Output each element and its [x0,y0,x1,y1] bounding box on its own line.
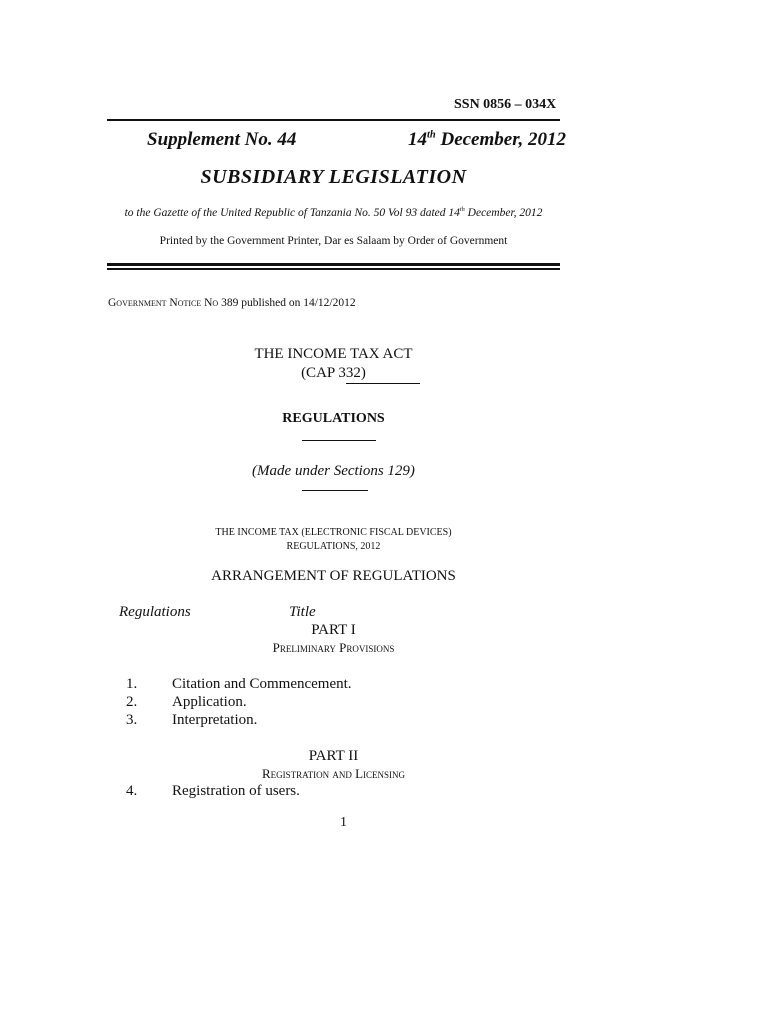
supplement-date: 14th December, 2012 [408,129,567,150]
separator-line [302,440,376,441]
government-notice: Government Notice No 389 published on 14/12/2012 [108,297,356,309]
header-rule [107,119,560,121]
part-subheading: Registration and Licensing [261,766,406,781]
regulations-heading: REGULATIONS [282,411,385,426]
regulations-full-name [107,526,560,554]
full-name-line-2: REGULATIONS, 2012 [286,541,381,552]
header-divider-thin [107,268,560,270]
act-cap: (CAP 332) [301,365,366,381]
regulation-number: 1. [126,676,138,692]
separator-line [346,383,420,384]
column-heading-title: Title [289,604,316,620]
issn-number: SSN 0856 – 034X [454,97,557,112]
printer-statement: Printed by the Government Printer, Dar es Salaam by Order of Government [159,235,508,247]
act-heading [107,345,560,383]
regulation-title: Interpretation. [172,712,258,728]
regulation-number: 3. [126,712,138,728]
supplement-number: Supplement No. 44 [147,129,297,150]
gazette-reference: to the Gazette of the United Republic of Tanzania No. 50 Vol 93 dated 14th December, 2012 [124,206,543,219]
header-divider-thick [107,263,560,266]
subsidiary-legislation-title: SUBSIDIARY LEGISLATION [200,166,467,188]
regulation-title: Registration of users. [172,783,300,799]
made-under-sections: (Made under Sections 129) [252,463,415,479]
arrangement-heading: ARRANGEMENT OF REGULATIONS [211,568,456,584]
regulation-number: 4. [126,783,138,799]
regulation-number: 2. [126,694,138,710]
regulation-title: Application. [172,694,247,710]
act-title: THE INCOME TAX ACT [254,346,413,362]
part-heading: PART I [311,622,356,638]
part-heading: PART II [308,748,359,764]
regulation-title: Citation and Commencement. [172,676,352,692]
full-name-line-1: THE INCOME TAX (ELECTRONIC FISCAL DEVICES) [215,527,452,538]
separator-line [302,490,368,491]
column-heading-regulations: Regulations [119,604,191,620]
part-subheading: Preliminary Provisions [272,640,395,655]
page-number: 1 [340,815,347,830]
